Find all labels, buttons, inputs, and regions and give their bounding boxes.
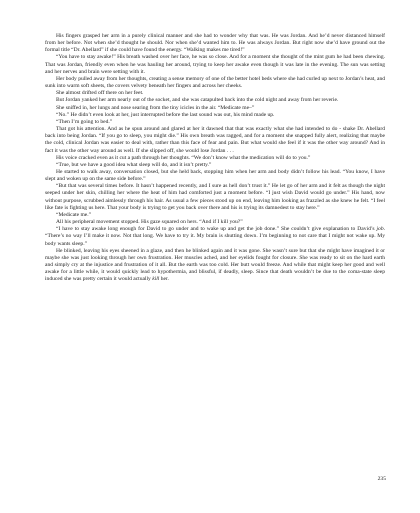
paragraph: Her body pulled away from her thoughts, creating a sense memory of one of the better hotel beds where she had curled up next to Jordan’s heat, and sunk into warm soft sheets, the covers velvety beneath her fingers and across her cheeks. <box>45 75 385 90</box>
paragraph: She almost drifted off there on her feet. <box>56 90 144 97</box>
paragraph: “True, but we have a good idea what sleep will do, and it isn’t pretty.” <box>56 161 212 168</box>
paragraph: That got his attention. And as he spun around and glared at her it dawned that that was exactly what she had intended to do - shake Dr. Abellard back into being Jordan. “If you go to sleep, you might die.” His own breath was ragged, and for a moment she snapped fully alert, realizing that maybe the cold, clinical Jordan was easier to deal with, rather than this face of fear and pain. But what would she feel if it was the other way around? And in fact it was the other way around as well. If she slipped off, she would lose Jordan . . . <box>45 126 385 154</box>
page-number: 235 <box>377 476 386 482</box>
paragraph: “You have to stay awake!” His breath washed over her face, he was so close. And for a moment she thought of the mint gum he had been chewing. That was Jordan, friendly even when he was hauling her around, trying to keep her awake even though it was late in the evening. The sun was setting and her nerves and brain were setting with it. <box>45 54 385 75</box>
paragraph: “I have to stay awake long enough for David to go under and to wake up and get the job done.” She couldn’t give explanation to David’s job. “There’s no way I’ll make it now. Not that long. We have to try it. My brain is shutting down. I’m beginning to not care that I might not wake up. My body wants sleep.” <box>45 226 385 247</box>
paragraph: She sniffed in, her lungs and nose searing from the tiny icicles in the air. “Medicate me–” <box>56 104 255 111</box>
paragraph: “Then I’m going to bed.” <box>56 118 113 125</box>
paragraph: He started to walk away, conversation closed, but she held back, stopping him when her arm and body didn’t follow his lead. “You know, I have slept and woken up on the same side before.” <box>45 168 385 183</box>
body-text <box>45 33 385 283</box>
paragraph: “No.” He didn’t even look at her, just interrupted before the last sound was out, his mind made up. <box>56 111 275 118</box>
paragraph: All his peripheral movement stopped. His gaze squared on hers. “And if I kill you?” <box>56 219 243 226</box>
paragraph: His fingers grasped her arm in a purely clinical manner and she had to wonder why that was. He was Jordan. And he’d never distanced himself from her before. Not when she’d thought he should. Nor when she’d wanted him to. He was always Jordan. But right now she’d have ground out the formal title “Dr. Abellard” if she could have found the energy. “Walking makes me tired!” <box>45 33 385 54</box>
paragraph: He blinked, leaving his eyes sheened in a glaze, and then he blinked again and it was gone. She wasn’t sure but that she might have imagined it or maybe she was just looking through her own frustration. Her muscles ached, and her eyelids fought for closure. She was ready to sit on the hard earth and simply cry at the injustice and frustration of it all. But the earth was too cold. Her butt would freeze. And while that might keep her good and well awake for a little while, it would quickly lead to hypothermia, and blissful, if deadly, sleep. Since that death wouldn’t be due to the coma-state sleep induced she was pretty certain it would actually kill her. <box>45 247 385 283</box>
emphasis: kill <box>152 276 160 283</box>
paragraph: “Medicate me.” <box>56 211 92 218</box>
paragraph: “But that was several times before. It hasn’t happened recently, and I sure as hell don’t trust it.” He let go of her arm and it felt as though the night seeped under her skin, chilling her where the heat of him had comforted just a moment before. “I just wish David would go under.” His hand, now without purpose, scrubbed aimlessly through his hair. As usual a few pieces stood up on end, leaving him looking as frazzled as she knew he felt. “I feel like fate is fighting us here. That your body is trying to get you back over there and his is trying its damnedest to stay here.” <box>45 183 385 211</box>
paragraph: But Jordan yanked her arm nearly out of the socket, and she was catapulted back into the cold night and away from her reverie. <box>56 97 339 104</box>
paragraph: His voice cracked even as it cut a path through her thoughts. “We don’t know what the medication will do to you.” <box>56 154 311 161</box>
emphasis: job <box>376 226 384 233</box>
